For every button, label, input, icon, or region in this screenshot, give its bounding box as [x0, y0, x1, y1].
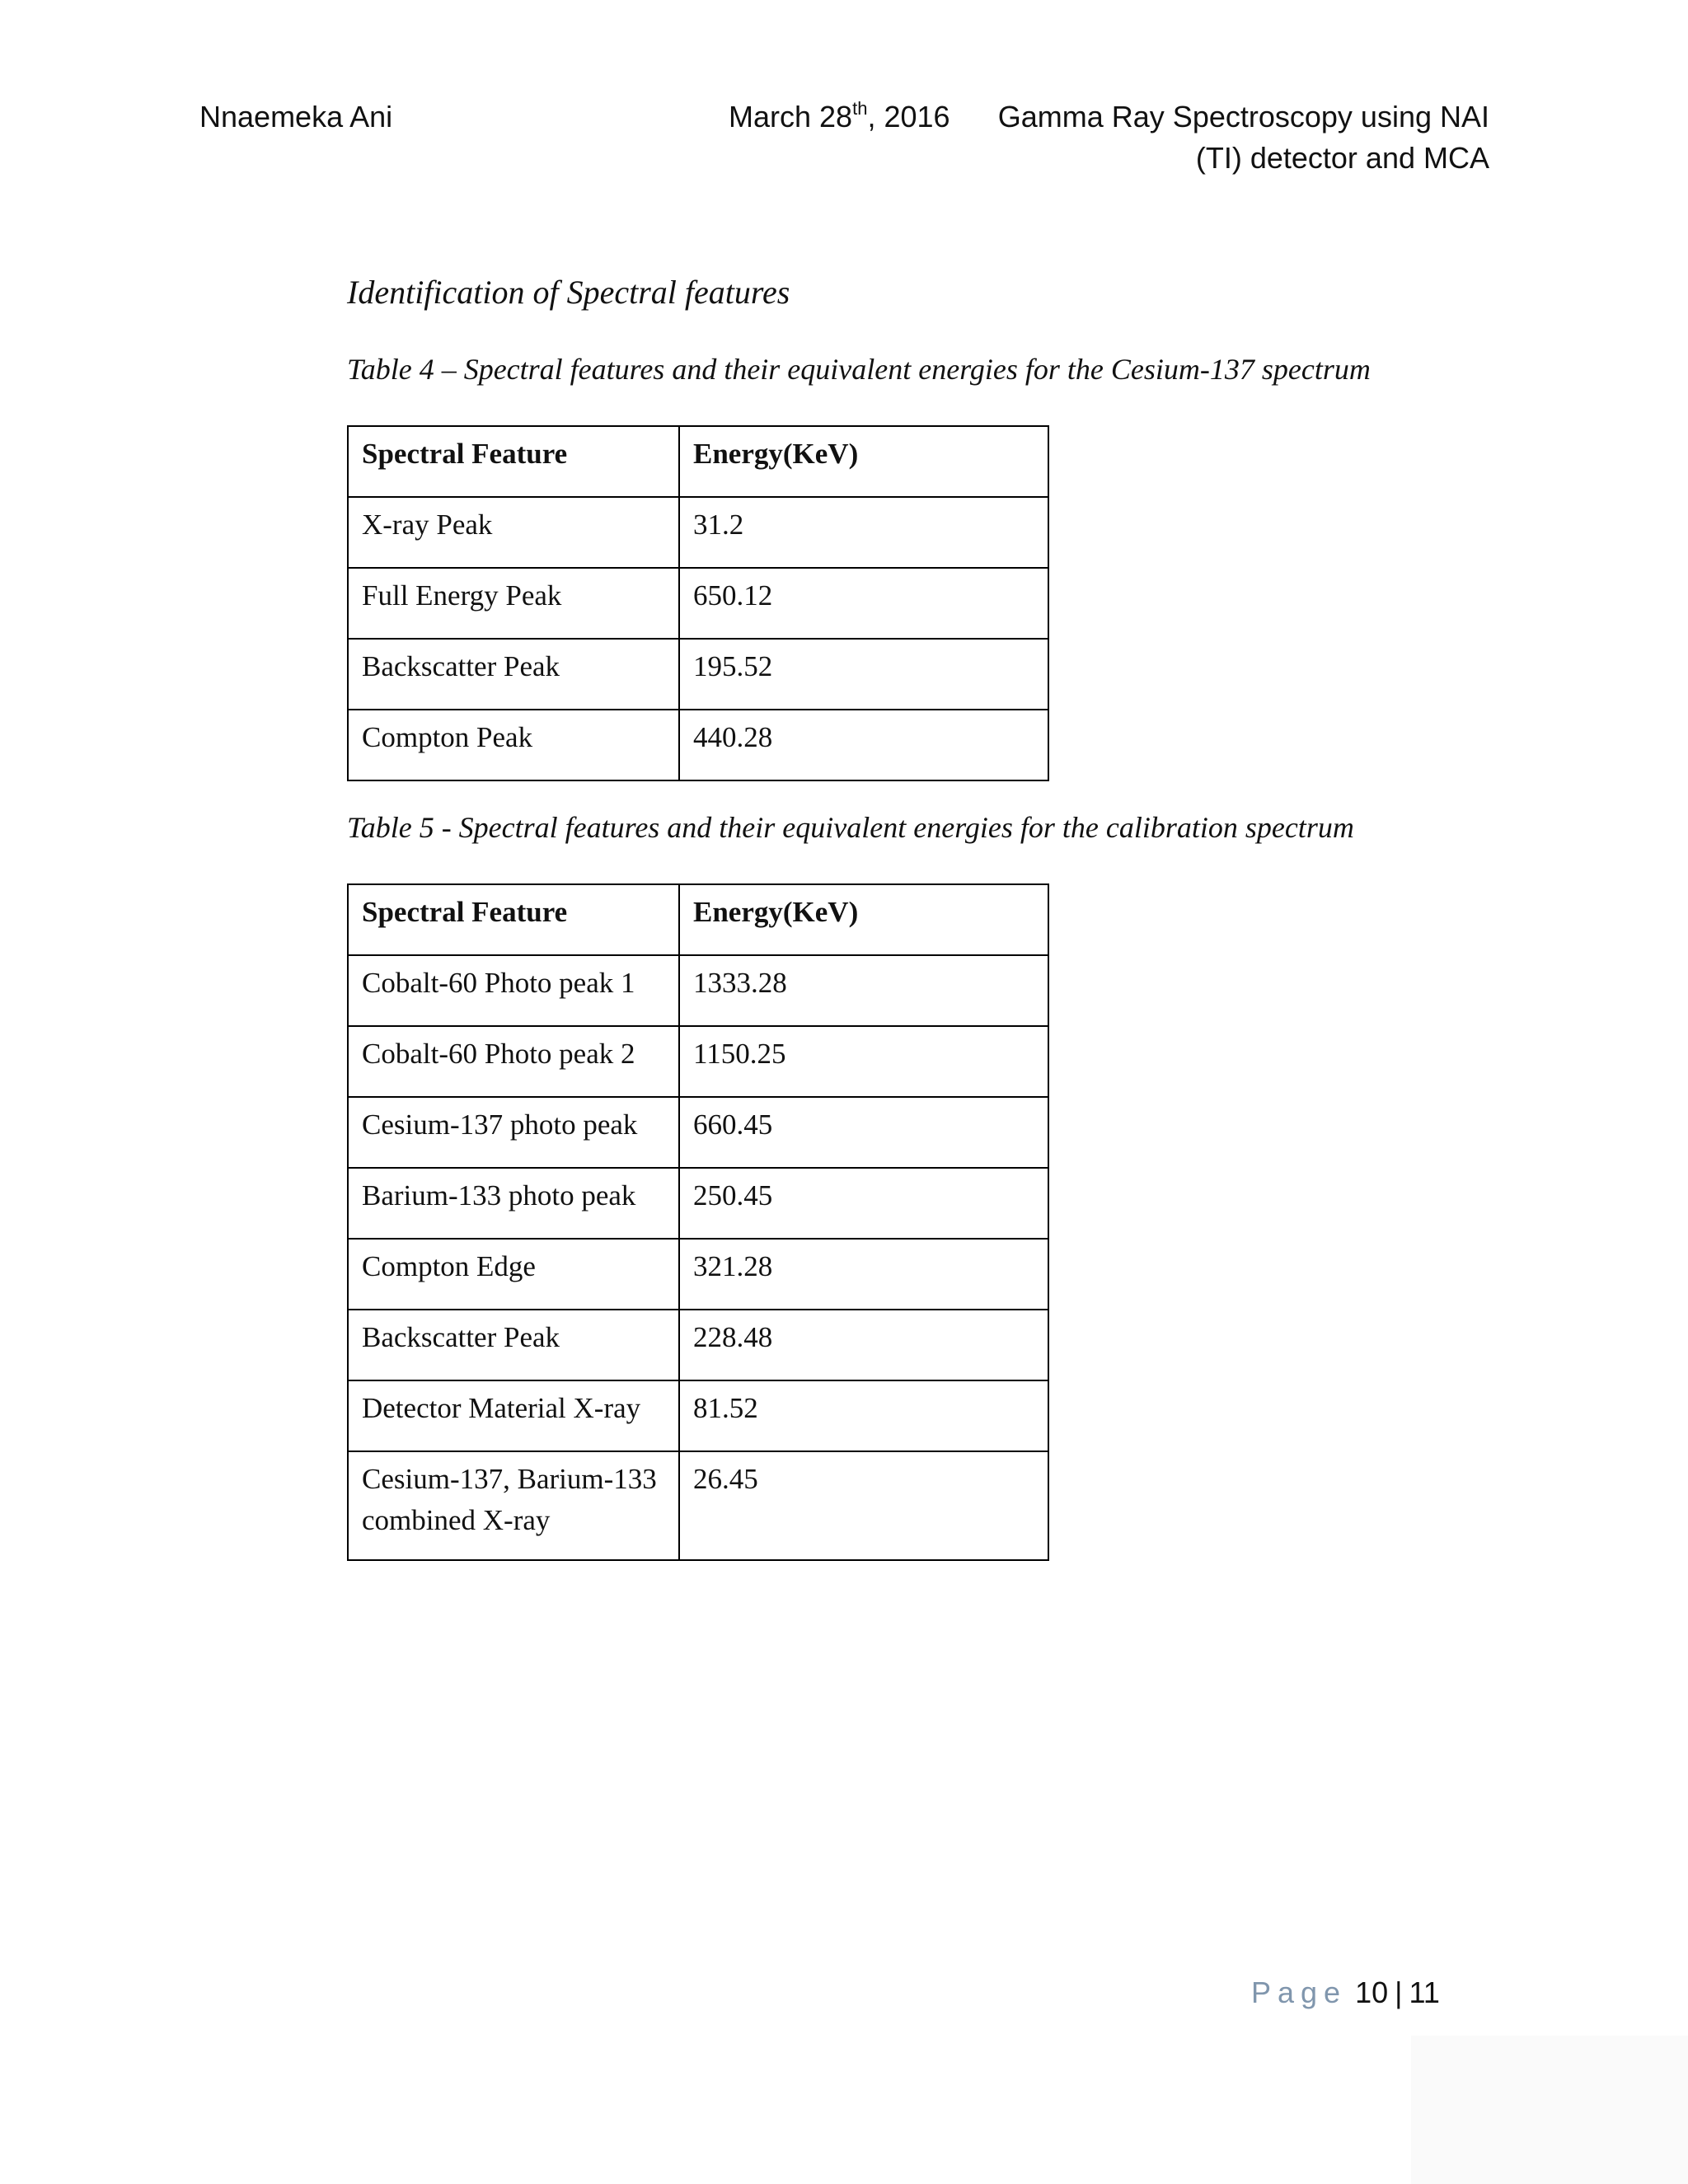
header-date — [729, 96, 950, 138]
energy-cell: 440.28 — [679, 710, 1048, 780]
feature-cell: Barium-133 photo peak — [348, 1168, 679, 1239]
table-row — [348, 1380, 1048, 1451]
table-header-row — [348, 884, 1048, 955]
table-row — [348, 1310, 1048, 1380]
table-row — [348, 1239, 1048, 1310]
section-heading: Identification of Spectral features — [347, 274, 790, 311]
table-row — [348, 1097, 1048, 1168]
energy-cell: 650.12 — [679, 568, 1048, 639]
energy-cell: 321.28 — [679, 1239, 1048, 1310]
table-row — [348, 955, 1048, 1026]
page-number — [1251, 1972, 1440, 2013]
energy-cell: 660.45 — [679, 1097, 1048, 1168]
table-header-row — [348, 426, 1048, 497]
energy-cell: 81.52 — [679, 1380, 1048, 1451]
column-header: Spectral Feature — [348, 884, 679, 955]
table-row — [348, 1451, 1048, 1560]
header-title-line-1: Gamma Ray Spectroscopy using NAI — [997, 100, 1489, 134]
table-5 — [347, 883, 1049, 1561]
energy-cell: 250.45 — [679, 1168, 1048, 1239]
header-date-prefix: March 28 — [729, 100, 853, 134]
header-title — [998, 96, 1489, 179]
page-label: Page — [1251, 1975, 1348, 2009]
page-total: 11 — [1409, 1975, 1440, 2009]
header-date-suffix: , 2016 — [867, 100, 950, 134]
feature-cell: Backscatter Peak — [348, 1310, 679, 1380]
table-row — [348, 639, 1048, 710]
feature-cell: Cesium-137 photo peak — [348, 1097, 679, 1168]
page-separator: | — [1395, 1975, 1403, 2009]
feature-cell: Cobalt-60 Photo peak 2 — [348, 1026, 679, 1097]
table-row — [348, 568, 1048, 639]
energy-cell: 26.45 — [679, 1451, 1048, 1560]
column-header: Energy(KeV) — [679, 426, 1048, 497]
page-current: 10 — [1355, 1975, 1389, 2009]
table-row — [348, 1168, 1048, 1239]
energy-cell: 1333.28 — [679, 955, 1048, 1026]
table-row — [348, 710, 1048, 780]
energy-cell: 195.52 — [679, 639, 1048, 710]
table-row — [348, 1026, 1048, 1097]
energy-cell: 1150.25 — [679, 1026, 1048, 1097]
energy-cell: 31.2 — [679, 497, 1048, 568]
column-header: Spectral Feature — [348, 426, 679, 497]
feature-cell: Backscatter Peak — [348, 639, 679, 710]
energy-cell: 228.48 — [679, 1310, 1048, 1380]
header-author: Nnaemeka Ani — [199, 100, 393, 134]
feature-cell: Cobalt-60 Photo peak 1 — [348, 955, 679, 1026]
table-4 — [347, 425, 1049, 781]
table-5-caption: Table 5 - Spectral features and their equivalent energies for the calibration spectrum — [347, 811, 1354, 844]
feature-cell: Compton Peak — [348, 710, 679, 780]
feature-cell: Detector Material X-ray — [348, 1380, 679, 1451]
feature-cell: Compton Edge — [348, 1239, 679, 1310]
table-4-caption: Table 4 – Spectral features and their equivalent energies for the Cesium-137 spectrum — [347, 353, 1371, 386]
page-corner-shade — [1411, 2036, 1688, 2184]
feature-cell: Full Energy Peak — [348, 568, 679, 639]
header-title-line-2: (TI) detector and MCA — [1195, 141, 1489, 175]
column-header: Energy(KeV) — [679, 884, 1048, 955]
header-date-superscript: th — [852, 98, 868, 119]
feature-cell: X-ray Peak — [348, 497, 679, 568]
feature-cell: Cesium-137, Barium-133 combined X-ray — [348, 1451, 679, 1560]
table-row — [348, 497, 1048, 568]
